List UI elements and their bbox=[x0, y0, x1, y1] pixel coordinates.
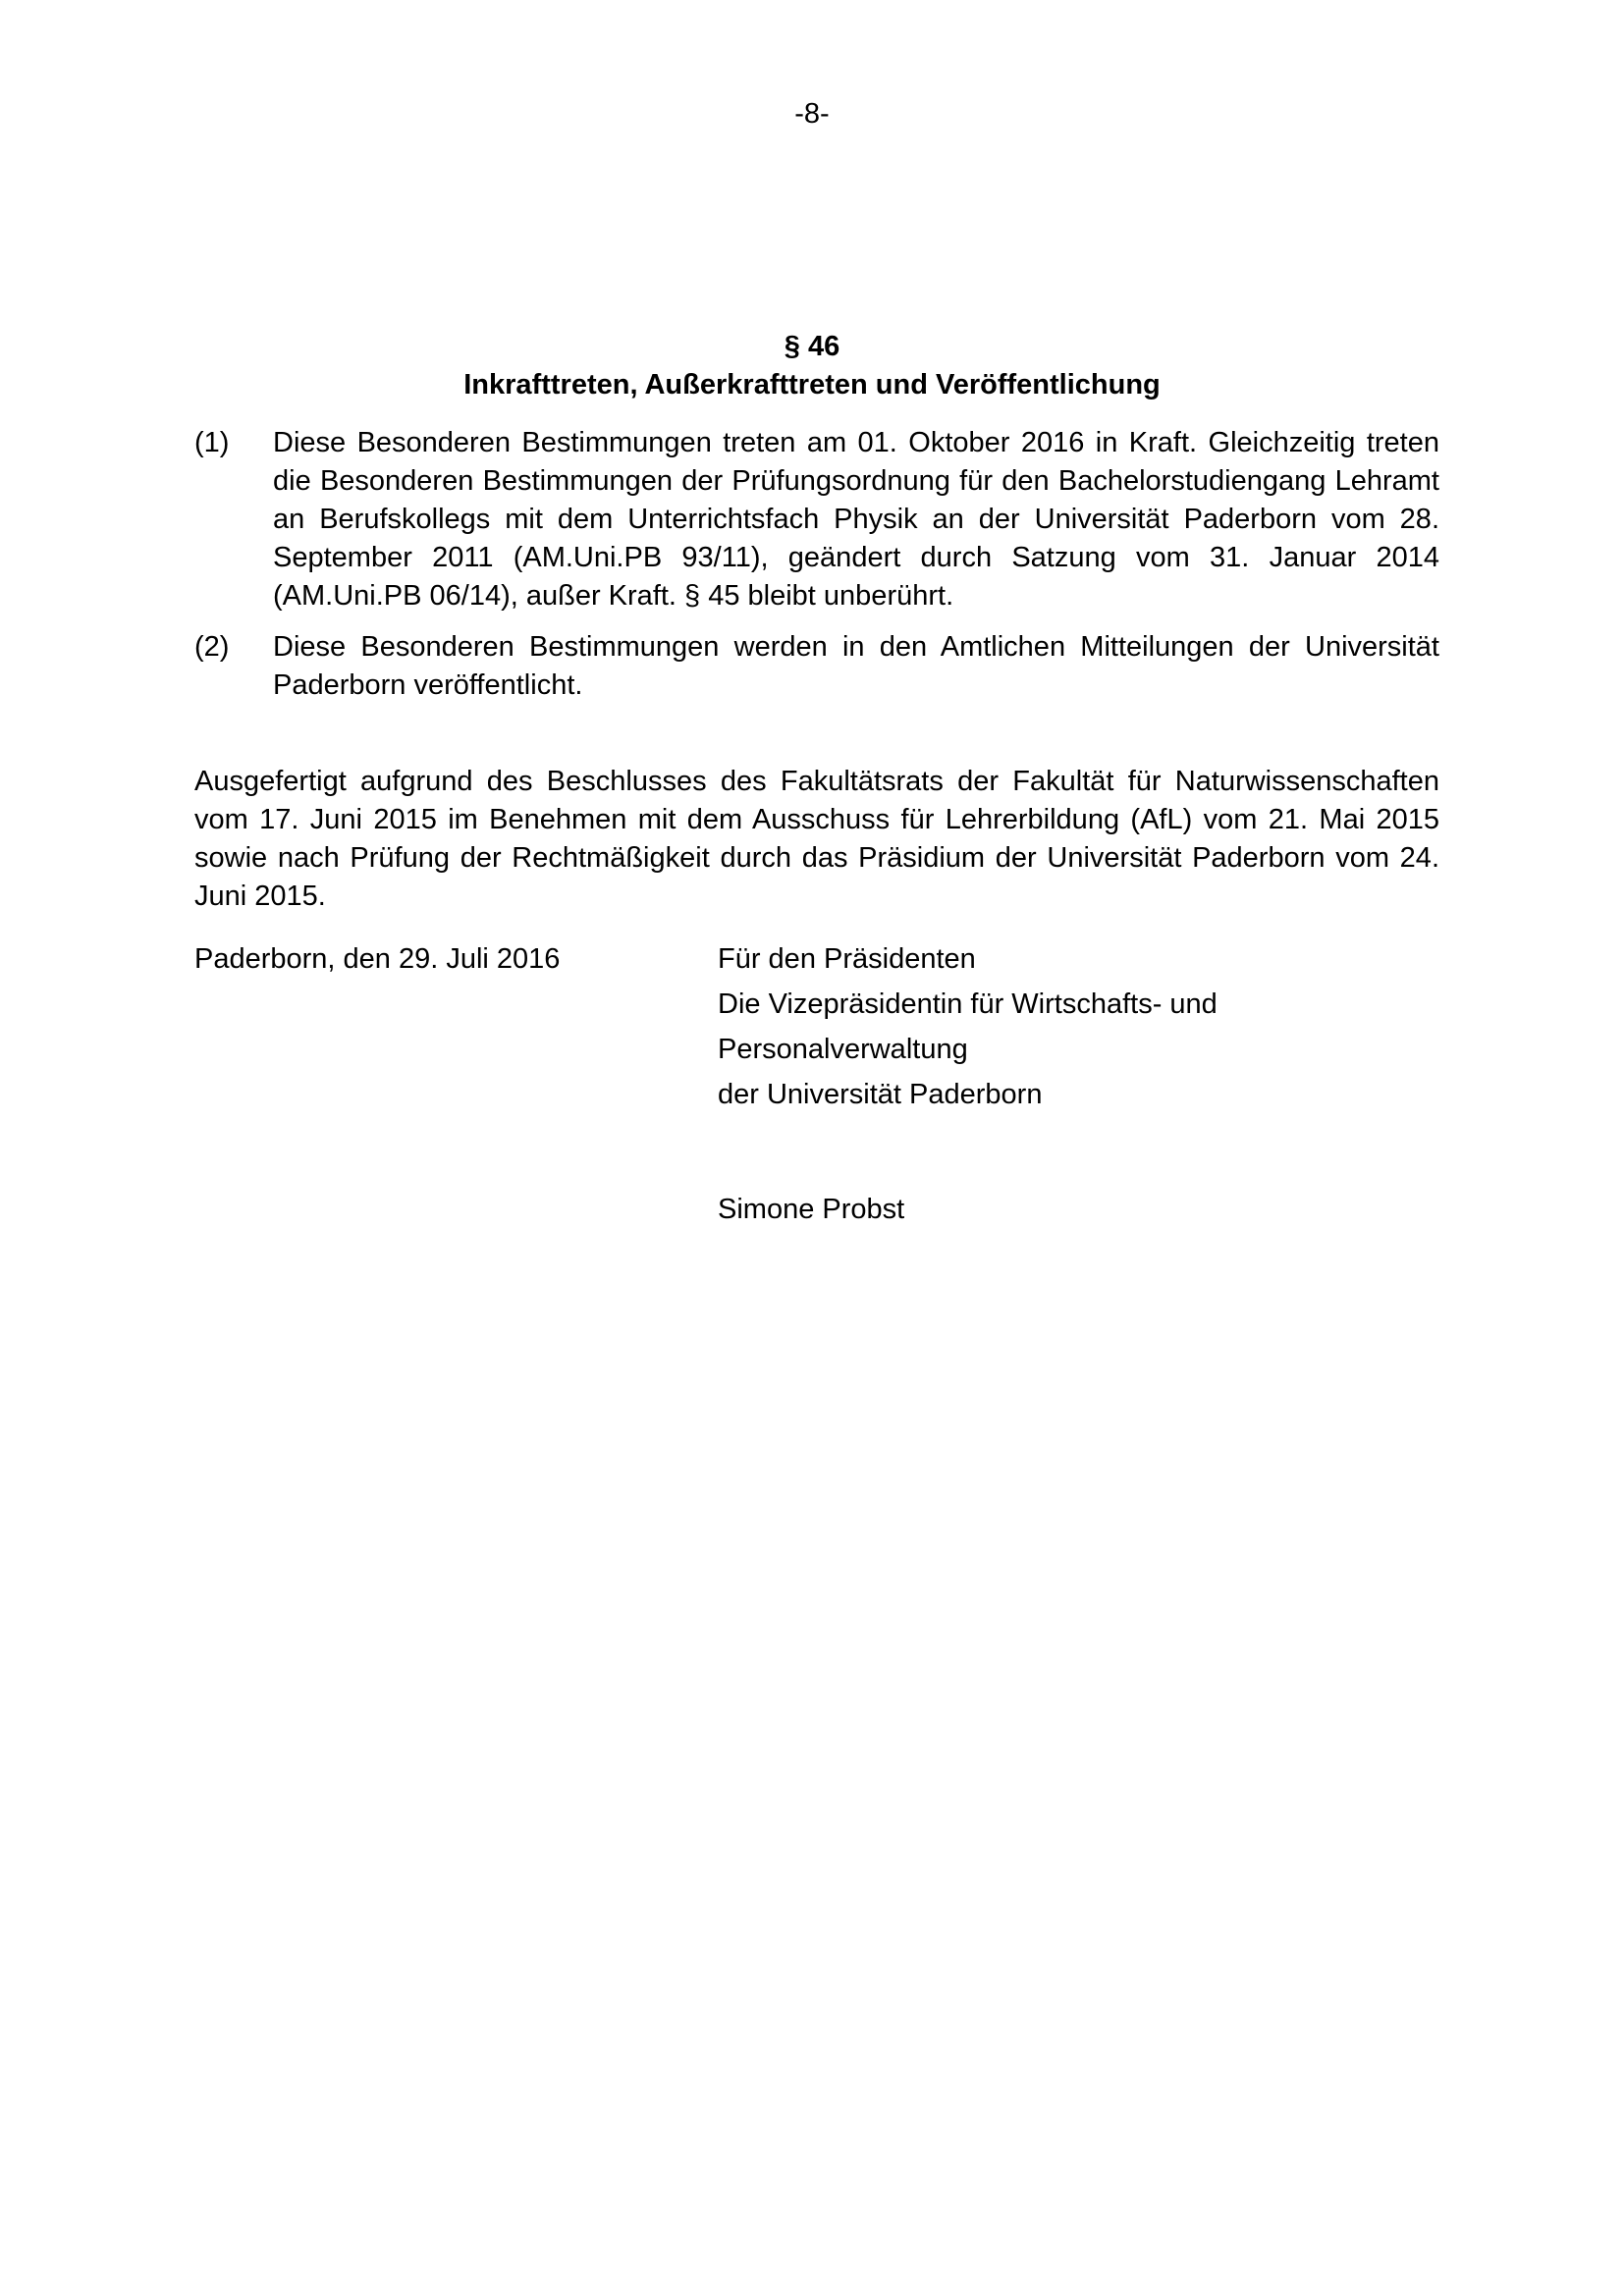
closing-text: Ausgefertigt aufgrund des Beschlusses des Fakultätsrats der Fakultät für Naturwissenschaften vom 17. Juni 2015 im Benehmen mit dem Ausschuss für Lehrerbildung (AfL) vom 21. Mai 2015 sowie nach Prüfung der Rechtmäßigkeit durch das Präsidium der Universität Paderborn vom 24. Juni 2015. bbox=[194, 766, 1439, 912]
section-number: § 46 bbox=[784, 331, 840, 362]
paragraph-text: Diese Besonderen Bestimmungen treten am 01. Oktober 2016 in Kraft. Gleichzeitig treten die Besonderen Bestimmungen der Prüfungsordnung für den Bachelorstudiengang Lehramt an Berufskollegs mit dem Unterrichtsfach Physik an der Universität Paderborn vom 28. September 2011 (AM.Uni.PB 93/11), geändert durch Satzung vom 31. Januar 2014 (AM.Uni.PB 06/14), außer Kraft. § 45 bleibt unberührt. bbox=[273, 427, 1439, 612]
paragraph-number: (2) bbox=[194, 631, 230, 663]
paragraph-1 bbox=[194, 424, 1439, 615]
signature-line-3: der Universität Paderborn bbox=[718, 1079, 1043, 1110]
place-date: Paderborn, den 29. Juli 2016 bbox=[194, 943, 561, 975]
signature-line-1: Für den Präsidenten bbox=[718, 943, 976, 975]
signer-name: Simone Probst bbox=[718, 1194, 905, 1225]
signature-line-2: Die Vizepräsidentin für Wirtschafts- und Personalverwaltung bbox=[718, 988, 1218, 1065]
page-number: -8- bbox=[794, 98, 830, 130]
paragraph-text: Diese Besonderen Bestimmungen werden in den Amtlichen Mitteilungen der Universität Paderborn veröffentlicht. bbox=[273, 631, 1439, 701]
paragraph-2 bbox=[194, 628, 1439, 705]
section-title: Inkrafttreten, Außerkrafttreten und Veröffentlichung bbox=[463, 369, 1161, 400]
signature-block bbox=[718, 936, 1444, 1117]
section-heading bbox=[0, 328, 1624, 404]
paragraph-number: (1) bbox=[194, 427, 230, 458]
paragraph-list bbox=[194, 424, 1439, 718]
